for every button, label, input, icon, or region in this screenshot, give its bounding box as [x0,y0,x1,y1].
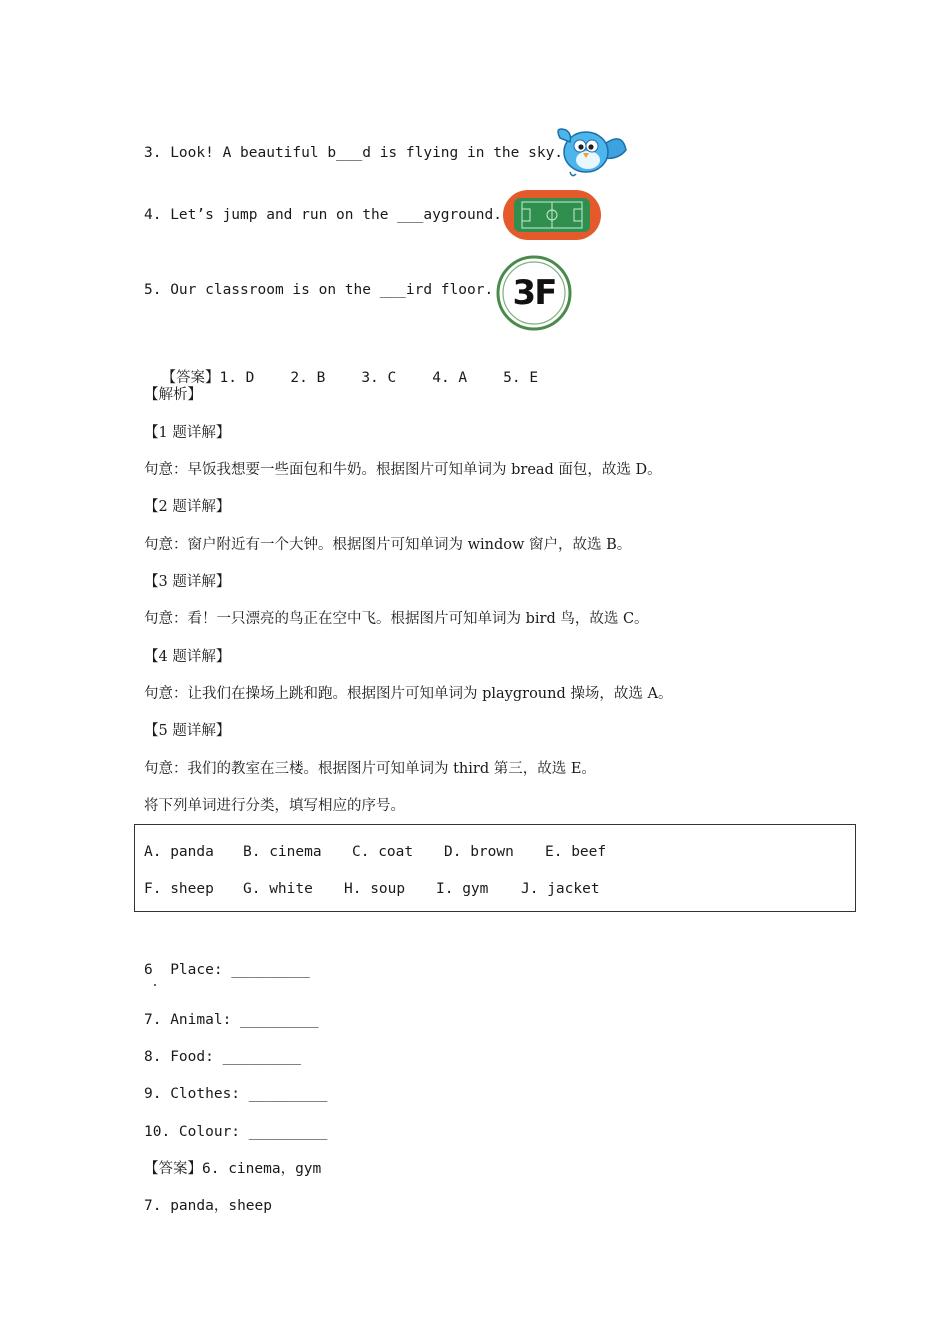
detail-title-2: 【2 题详解】 [144,499,231,515]
question-5: 5. Our classroom is on the ___ird floor. [144,282,494,298]
question-4: 4. Let’s jump and run on the ___ayground. [144,207,502,223]
option-j: J. jacket [521,881,600,897]
option-h: H. soup [344,881,406,897]
detail-text-3: 句意：看！一只漂亮的鸟正在空中飞。根据图片可知单词为 bird 鸟，故选 C。 [144,611,649,627]
answer-item: 2. B [290,370,326,386]
detail-text-4: 句意：让我们在操场上跳和跑。根据图片可知单词为 playground 操场，故选 A。 [144,686,673,702]
word-options-box [134,824,856,912]
floor-badge-text: 3F [512,273,556,313]
answer-item: 4. A [432,370,468,386]
option-i: I. gym [436,881,489,897]
option-d: D. brown [444,844,514,860]
detail-text-1: 句意：早饭我想要一些面包和牛奶。根据图片可知单词为 bread 面包，故选 D。 [144,462,662,478]
classify-instruction: 将下列单词进行分类，填写相应的序号。 [144,798,405,814]
answer-item: 1. D [219,370,255,386]
stray-dot [154,984,156,986]
bird-icon [552,120,628,184]
option-b: B. cinema [243,844,322,860]
answer-item: 5. E [503,370,539,386]
detail-text-5: 句意：我们的教室在三楼。根据图片可知单词为 third 第三，故选 E。 [144,761,596,777]
option-c: C. coat [352,844,414,860]
detail-title-5: 【5 题详解】 [144,723,231,739]
option-g: G. white [243,881,313,897]
answer-label-2: 【答案】 [144,1161,202,1177]
analysis-label: 【解析】 [144,387,202,403]
blank-colour: 10. Colour: _________ [144,1124,328,1140]
answer-label: 【答案】 [161,370,220,386]
answer-row-1 [144,348,538,388]
option-a: A. panda [144,844,214,860]
option-e: E. beef [545,844,607,860]
detail-title-3: 【3 题详解】 [144,574,231,590]
answer-6: 6. cinema，gym [202,1161,322,1177]
detail-title-4: 【4 题详解】 [144,649,231,665]
blank-clothes: 9. Clothes: _________ [144,1086,328,1102]
blank-animal: 7. Animal: _________ [144,1012,319,1028]
third-floor-icon [496,255,572,331]
detail-text-2: 句意：窗户附近有一个大钟。根据图片可知单词为 window 窗户，故选 B。 [144,537,632,553]
question-3: 3. Look! A beautiful b___d is flying in the sky. [144,145,564,161]
detail-title-1: 【1 题详解】 [144,425,231,441]
option-f: F. sheep [144,881,214,897]
answer-item: 3. C [361,370,397,386]
playground-icon [502,189,602,241]
answer-7: 7. panda，sheep [144,1198,272,1214]
blank-food: 8. Food: _________ [144,1049,302,1065]
blank-place: 6 Place: _________ [144,962,310,978]
answer-row-2 [144,1159,321,1179]
